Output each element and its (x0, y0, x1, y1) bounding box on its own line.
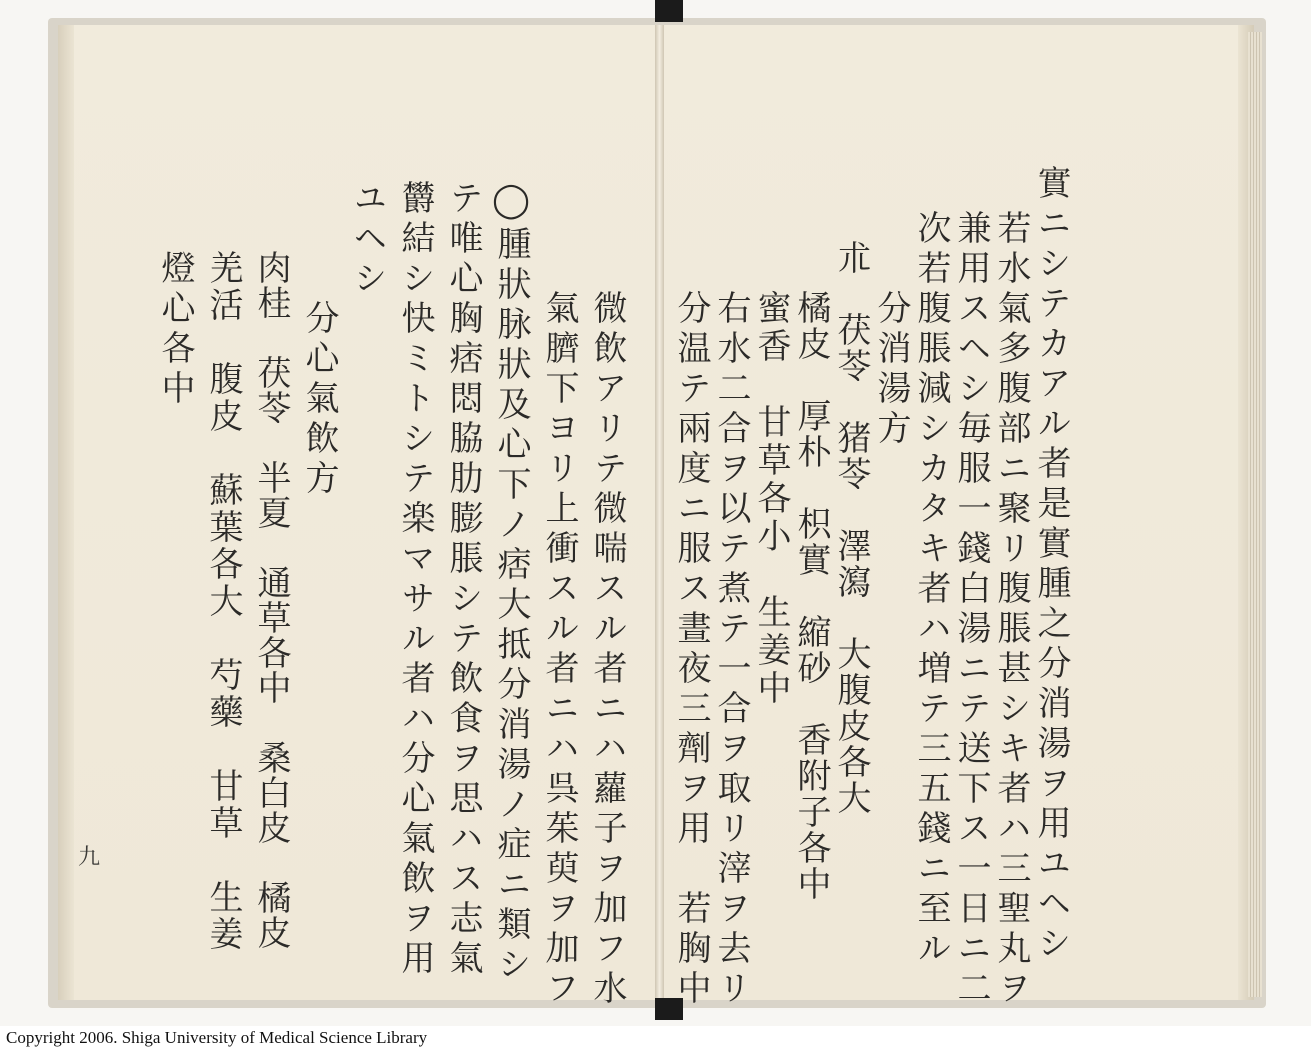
text-column: 蜜香 甘草各小 生姜中 (751, 290, 791, 708)
book-gutter (655, 25, 664, 1000)
page-edges (1248, 32, 1262, 997)
text-column: 肉桂 茯苓 半夏 通草各中 桑白皮 橘皮 (251, 250, 291, 950)
text-column: 微飲アリテ微喘スル者ニハ蘿子ヲ加フ水 (587, 290, 627, 1010)
text-column: ◯腫狀脉狀及心下ノ痞大抵分消湯ノ症ニ類シ (491, 180, 531, 986)
text-column: 實ニシテカアル者是實腫之分消湯ヲ用ユヘシ (1031, 165, 1071, 965)
binding-clip-top (655, 0, 683, 22)
text-column: 兼用スヘシ毎服一錢白湯ニテ送下ス一日ニ二 (951, 210, 991, 1010)
copyright-notice: Copyright 2006. Shiga University of Medical Science Library (6, 1028, 428, 1047)
text-column: 羌活 腹皮 蘇葉各大 芍藥 甘草 生姜 (203, 250, 243, 953)
text-column: 朮 茯苓 猪苓 澤瀉 大腹皮各大 (831, 240, 871, 816)
text-column: 右水二合ヲ以テ煮テ一合ヲ取リ滓ヲ去リ (711, 290, 751, 1010)
text-column: ユヘシ (347, 180, 387, 300)
text-column: 次若腹脹減シカタキ者ハ増テ三五錢ニ至ル (911, 210, 951, 970)
text-column: 氣臍下ヨリ上衝スル者ニハ呉茱萸ヲ加フ (539, 290, 579, 1010)
text-column: テ唯心胸痞悶脇肋膨脹シテ飲食ヲ思ハス志氣 (443, 180, 483, 980)
text-column: 若水氣多腹部ニ聚リ腹脹甚シキ者ハ三聖丸ヲ (991, 210, 1031, 1010)
page-number: 九 (78, 845, 101, 870)
text-column: 燈心各中 (155, 250, 195, 410)
section-heading: 分消湯方 (871, 290, 911, 450)
text-column: 分温テ兩度ニ服ス晝夜三劑ヲ用 若胸中 (671, 290, 711, 1010)
section-heading: 分心氣飲方 (299, 300, 339, 500)
text-column: 欝結シ快ミトシテ楽マサル者ハ分心氣飲ヲ用 (395, 180, 435, 980)
text-column: 橘皮 厚朴 枳實 縮砂 香附子各中 (791, 290, 831, 902)
